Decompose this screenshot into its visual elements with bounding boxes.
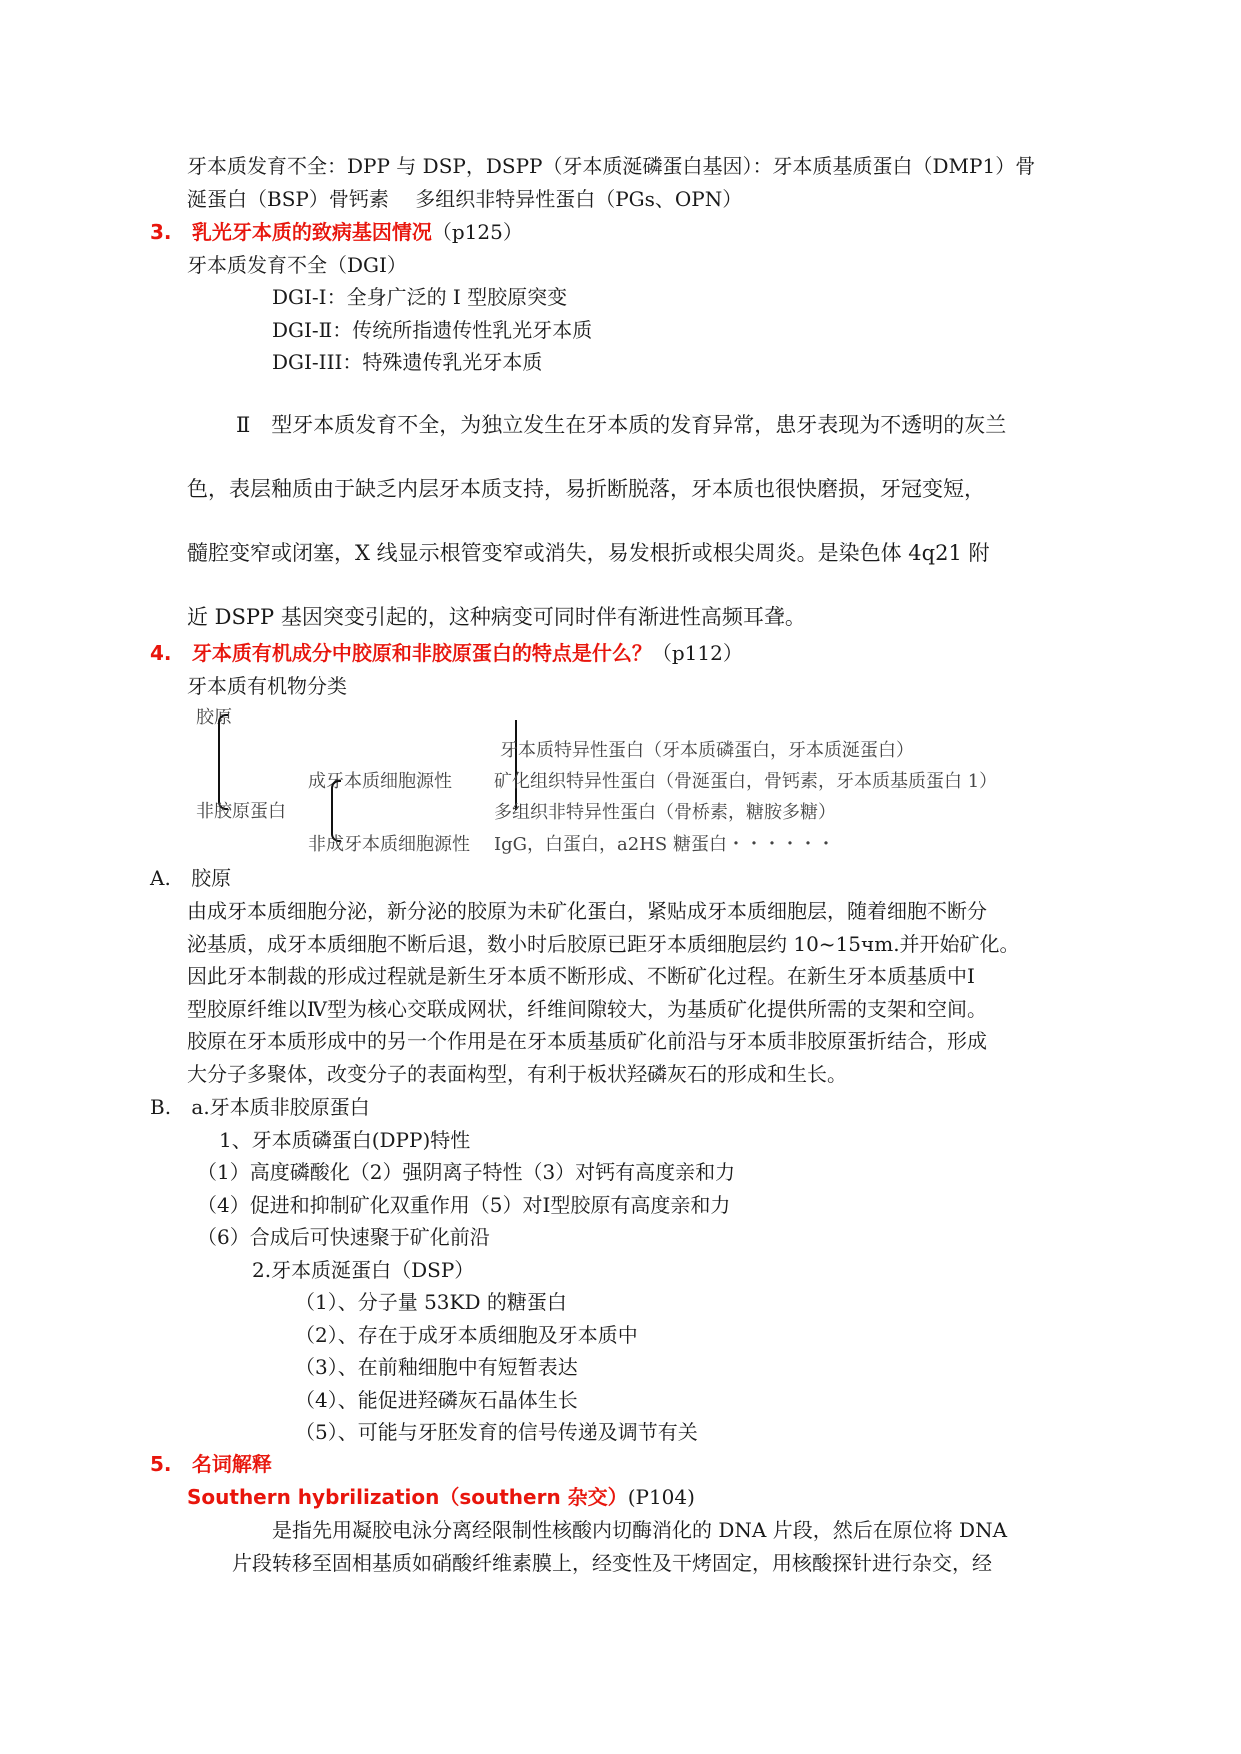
collagen-line-3: 因此牙本制裁的形成过程就是新生牙本质不断形成、不断矿化过程。在新生牙本质基质中Ⅰ	[187, 964, 975, 988]
diagram-other-proteins: IgG，白蛋白，a2HS 糖蛋白・・・・・・	[494, 834, 835, 855]
dgi-paragraph-line-3: 髓腔变窄或闭塞，X 线显示根管变窄或消失，易发根折或根尖周炎。是染色体 4q21 附	[187, 541, 990, 565]
intro-line-1: 牙本质发育不全：DPP 与 DSP，DSPP（牙本质涎磷蛋白基因）：牙本质基质蛋白（DMP1）骨	[187, 154, 1036, 178]
dsp-heading: 2.牙本质涎蛋白（DSP）	[252, 1258, 475, 1282]
subsection-label: A.	[150, 866, 171, 890]
dpp-heading: 1、牙本质磷蛋白(DPP)特性	[219, 1128, 471, 1152]
page-ref: (P104)	[627, 1485, 695, 1509]
term-definition-line-2: 片段转移至固相基质如硝酸纤维素膜上，经变性及干烤固定，用核酸探针进行杂交，经	[232, 1551, 992, 1575]
term-definition-line-1: 是指先用凝胶电泳分离经限制性核酸内切酶消化的 DNA 片段，然后在原位将 DNA	[272, 1518, 1008, 1542]
section-title: 名词解释	[191, 1452, 272, 1476]
page-ref: （p125）	[431, 220, 523, 244]
collagen-line-6: 大分子多聚体，改变分子的表面构型，有利于板状羟磷灰石的形成和生长。	[187, 1062, 847, 1086]
dsp-property-3: （3）、在前釉细胞中有短暂表达	[295, 1355, 578, 1379]
subsection-label: B.	[150, 1095, 172, 1119]
dpp-property-1: （1）高度磷酸化（2）强阴离子特性（3）对钙有高度亲和力	[197, 1160, 736, 1184]
section-4-heading	[150, 641, 743, 665]
section-number: 4.	[150, 641, 172, 665]
dgi-type-1: DGI-I：全身广泛的 I 型胶原突变	[272, 285, 568, 309]
section-title: 乳光牙本质的致病基因情况	[191, 220, 432, 244]
dgi-type-2: DGI-Ⅱ：传统所指遗传性乳光牙本质	[272, 318, 593, 342]
dpp-property-2: （4）促进和抑制矿化双重作用（5）对Ⅰ型胶原有高度亲和力	[197, 1193, 731, 1217]
section-title: 牙本质有机成分中胶原和非胶原蛋白的特点是什么？	[191, 641, 652, 665]
collagen-line-4: 型胶原纤维以Ⅳ型为核心交联成网状，纤维间隙较大，为基质矿化提供所需的支架和空间。	[187, 997, 987, 1021]
section-number: 5.	[150, 1452, 172, 1476]
intro-line-2: 涎蛋白（BSP）骨钙素 多组织非特异性蛋白（PGs、OPN）	[187, 187, 743, 211]
dgi-paragraph-line-2: 色，表层釉质由于缺乏内层牙本质支持，易折断脱落，牙本质也很快磨损，牙冠变短，	[187, 477, 985, 501]
diagram-odontoblast-derived: 成牙本质细胞源性	[308, 771, 452, 792]
classification-title: 牙本质有机物分类	[187, 674, 347, 698]
diagram-collagen: 胶原	[196, 707, 232, 728]
dgi-paragraph-line-1: Ⅱ 型牙本质发育不全，为独立发生在牙本质的发育异常，患牙表现为不透明的灰兰	[236, 413, 1007, 437]
subsection-title: a.牙本质非胶原蛋白	[191, 1095, 370, 1119]
brace-left	[218, 714, 228, 810]
section-5-heading	[150, 1452, 272, 1476]
section-number: 3.	[150, 220, 172, 244]
dgi-paragraph-line-4: 近 DSPP 基因突变引起的，这种病变可同时伴有渐进性高频耳聋。	[187, 605, 806, 629]
dsp-property-2: （2）、存在于成牙本质细胞及牙本质中	[295, 1323, 638, 1347]
subsection-b-heading	[150, 1095, 370, 1119]
subsection-a-heading	[150, 866, 231, 890]
collagen-line-2: 泌基质，成牙本质细胞不断后退，数小时后胶原已距牙本质细胞层约 10~15чm.并开始矿化。	[187, 932, 1020, 956]
dgi-title: 牙本质发育不全（DGI）	[187, 253, 407, 277]
diagram-noncollagen: 非胶原蛋白	[196, 801, 286, 822]
term-name: Southern hybrilization（southern 杂交）	[187, 1485, 628, 1509]
dsp-property-1: （1）、分子量 53KD 的糖蛋白	[295, 1290, 567, 1314]
dpp-property-3: （6）合成后可快速聚于矿化前沿	[197, 1225, 490, 1249]
subsection-title: 胶原	[191, 866, 232, 890]
section-3-heading	[150, 220, 523, 244]
diagram-dentin-specific: 牙本质特异性蛋白（牙本质磷蛋白，牙本质涎蛋白）	[500, 740, 914, 761]
collagen-line-1: 由成牙本质细胞分泌，新分泌的胶原为未矿化蛋白，紧贴成牙本质细胞层，随着细胞不断分	[187, 899, 987, 923]
brace-right	[515, 720, 517, 810]
dgi-type-3: DGI-III：特殊遗传乳光牙本质	[272, 350, 543, 374]
term-heading	[187, 1485, 695, 1509]
diagram-mineral-specific: 矿化组织特异性蛋白（骨涎蛋白，骨钙素，牙本质基质蛋白 1）	[494, 771, 998, 792]
diagram-multi-tissue: 多组织非特异性蛋白（骨桥素，糖胺多糖）	[494, 802, 836, 823]
dsp-property-4: （4）、能促进羟磷灰石晶体生长	[295, 1388, 578, 1412]
collagen-line-5: 胶原在牙本质形成中的另一个作用是在牙本质基质矿化前沿与牙本质非胶原蛋折结合，形成	[187, 1029, 987, 1053]
diagram-non-odontoblast-derived: 非成牙本质细胞源性	[308, 834, 470, 855]
page-ref: （p112）	[651, 641, 743, 665]
dsp-property-5: （5）、可能与牙胚发育的信号传递及调节有关	[295, 1420, 698, 1444]
